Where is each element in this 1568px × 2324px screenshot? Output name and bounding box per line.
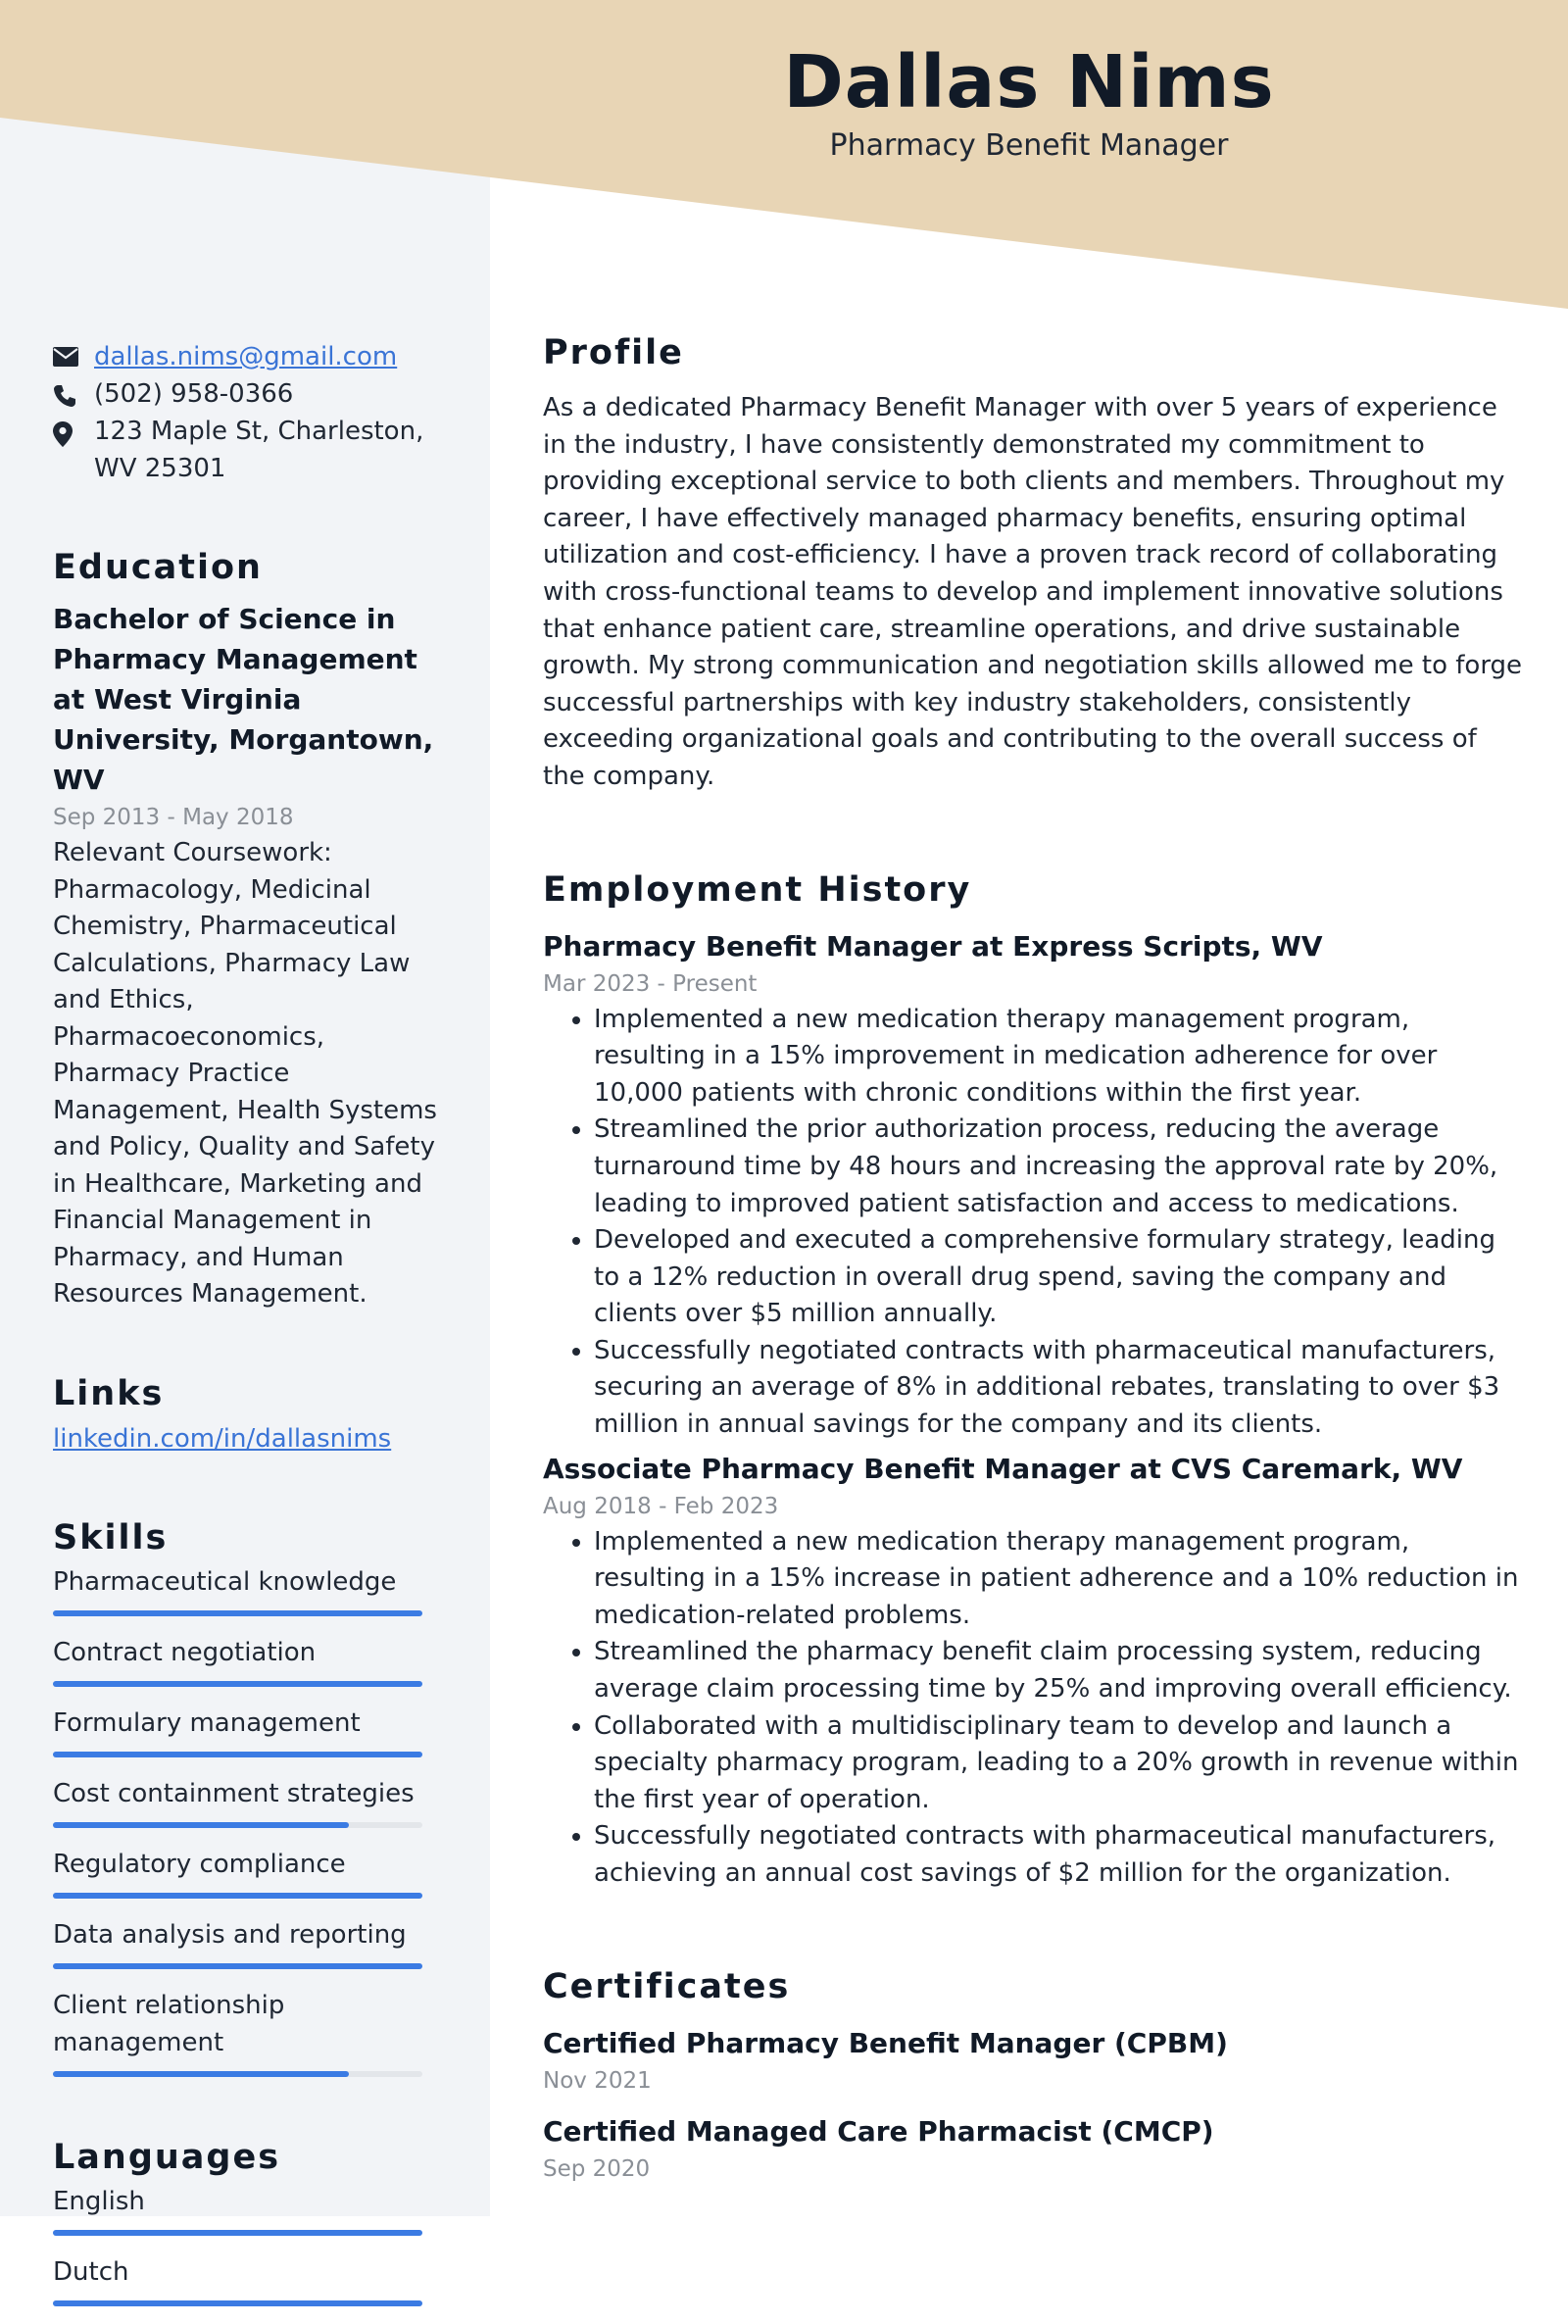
- skill-bar-track: [53, 1752, 422, 1757]
- contact-section: [53, 338, 445, 487]
- skill-item: [53, 1775, 445, 1828]
- candidate-title: Pharmacy Benefit Manager: [829, 127, 1229, 163]
- profile-section: [543, 323, 1523, 796]
- job-entry: [543, 927, 1523, 1444]
- language-bar-fill: [53, 2300, 422, 2306]
- education-dates: Sep 2013 - May 2018: [53, 805, 294, 830]
- header: [490, 39, 1568, 163]
- skill-name: Data analysis and reporting: [53, 1920, 407, 1950]
- job-bullet: • Collaborated with a multidisciplinary team to develop and launch a specialty pharmacy program, leading to a 20% growth in revenue within the first year of operation.: [594, 1708, 1523, 1819]
- skill-bar-track: [53, 1893, 422, 1899]
- job-bullet: • Implemented a new medication therapy management program, resulting in a 15% increase in patient adherence and a 10% reduction in medication-related problems.: [594, 1524, 1523, 1635]
- language-bar-track: [53, 2230, 422, 2236]
- map-pin-icon: [53, 413, 94, 447]
- email-link[interactable]: dallas.nims@gmail.com: [94, 342, 398, 371]
- job-bullet: • Streamlined the pharmacy benefit claim processing system, reducing average claim processing time by 25% and improving overall efficiency.: [594, 1634, 1523, 1707]
- sidebar: [53, 338, 445, 2324]
- skill-bar-track: [53, 1963, 422, 1969]
- certificate-name: Certified Managed Care Pharmacist (CMCP): [543, 2114, 1214, 2148]
- job-entry: [543, 1450, 1523, 1893]
- skill-item: [53, 1846, 445, 1899]
- profile-text: As a dedicated Pharmacy Benefit Manager with over 5 years of experience in the industry, I have consistently demonstrated my commitment to providing exceptional service to both clients and members. Throughout my career, I have effectively managed pharmacy benefits, ensuring optimal utilization and cost-efficiency. I have a proven track record of collaborating with cross-functional teams to develop and implement innovative solutions that enhance patient care, streamline operations, and drive sustainable growth. My strong communication and negotiation skills allowed me to forge successful partnerships with key industry stakeholders, consistently exceeding organizational goals and contributing to the overall success of the company.: [543, 393, 1523, 791]
- certificates-section: [543, 1957, 1523, 2187]
- skill-bar-fill: [53, 2071, 349, 2077]
- skill-name: Cost containment strategies: [53, 1779, 415, 1808]
- job-dates: Mar 2023 - Present: [543, 970, 758, 997]
- job-dates: Aug 2018 - Feb 2023: [543, 1493, 779, 1519]
- skill-item: [53, 1634, 445, 1687]
- language-item: [53, 2183, 445, 2236]
- job-bullet: • Streamlined the prior authorization process, reducing the average turnaround time by 48 hours and increasing the approval rate by 20%, leading to improved patient satisfaction and access to medications.: [594, 1112, 1523, 1222]
- language-name: English: [53, 2187, 145, 2216]
- main-content: [543, 323, 1523, 2187]
- skill-name: Contract negotiation: [53, 1638, 317, 1667]
- skill-name: Regulatory compliance: [53, 1850, 346, 1879]
- skill-bar-fill: [53, 1822, 349, 1828]
- languages-heading: Languages: [53, 2138, 281, 2177]
- contact-address-row: [53, 413, 445, 487]
- linkedin-link[interactable]: linkedin.com/in/dallasnims: [53, 1423, 392, 1454]
- language-bar-fill: [53, 2230, 422, 2236]
- contact-email-row: [53, 338, 445, 375]
- job-title: Associate Pharmacy Benefit Manager at CVS Caremark, WV: [543, 1452, 1463, 1485]
- profile-heading: Profile: [543, 333, 684, 372]
- skill-item: [53, 1916, 445, 1969]
- employment-section: [543, 861, 1523, 1893]
- language-item: [53, 2253, 445, 2306]
- education-coursework: Relevant Coursework: Pharmacology, Medicinal Chemistry, Pharmaceutical Calculations, Pharmacy Law and Ethics, Pharmacoeconomics, Pharmacy Practice Management, Health Systems and Policy, Quality and Safety in Healthcare, Marketing and Financial Management in Pharmacy, and Human Resources Management.: [53, 838, 437, 1309]
- education-degree: Bachelor of Science in Pharmacy Management at West Virginia University, Morgantown, WV: [53, 603, 434, 796]
- language-name: Dutch: [53, 2257, 129, 2287]
- job-bullet: • Successfully negotiated contracts with pharmaceutical manufacturers, achieving an annual cost savings of $2 million for the organization.: [594, 1818, 1523, 1892]
- skill-item: [53, 1987, 445, 2077]
- education-heading: Education: [53, 548, 263, 587]
- envelope-icon: [53, 338, 94, 367]
- skill-bar-track: [53, 1681, 422, 1687]
- certificate-date: Sep 2020: [543, 2155, 651, 2182]
- links-section: [53, 1374, 445, 1459]
- phone-icon: [53, 375, 94, 408]
- skill-bar-track: [53, 1822, 422, 1828]
- skill-bar-track: [53, 2071, 422, 2077]
- job-title: Pharmacy Benefit Manager at Express Scripts, WV: [543, 929, 1323, 963]
- skills-heading: Skills: [53, 1518, 169, 1558]
- certificate-name: Certified Pharmacy Benefit Manager (CPBM): [543, 2026, 1228, 2059]
- contact-phone-row: [53, 375, 445, 413]
- skill-item: [53, 1563, 445, 1616]
- job-bullets: [543, 1002, 1523, 1444]
- job-bullets: [543, 1524, 1523, 1893]
- language-bar-track: [53, 2300, 422, 2306]
- skills-section: [53, 1518, 445, 2077]
- skill-bar-fill: [53, 1893, 422, 1899]
- skill-bar-track: [53, 1610, 422, 1616]
- job-bullet: • Developed and executed a comprehensive formulary strategy, leading to a 12% reduction in overall drug spend, saving the company and clients over $5 million annually.: [594, 1222, 1523, 1333]
- education-section: [53, 548, 445, 1313]
- skill-name: Formulary management: [53, 1708, 361, 1738]
- job-bullet: • Implemented a new medication therapy management program, resulting in a 15% improvement in medication adherence for over 10,000 patients with chronic conditions within the first year.: [594, 1002, 1523, 1113]
- address: 123 Maple St, Charleston, WV 25301: [94, 417, 424, 483]
- skill-name: Pharmaceutical knowledge: [53, 1567, 397, 1597]
- job-bullet: • Successfully negotiated contracts with pharmaceutical manufacturers, securing an average of 8% in additional rebates, translating to over $3 million in annual savings for the company and its clients.: [594, 1333, 1523, 1444]
- skill-bar-fill: [53, 1963, 422, 1969]
- certificate-date: Nov 2021: [543, 2067, 652, 2094]
- certificates-heading: Certificates: [543, 1966, 791, 2006]
- phone-number: (502) 958-0366: [94, 379, 294, 409]
- languages-section: [53, 2138, 445, 2306]
- skill-bar-fill: [53, 1610, 422, 1616]
- skill-bar-fill: [53, 1681, 422, 1687]
- employment-heading: Employment History: [543, 869, 972, 910]
- skill-item: [53, 1705, 445, 1757]
- candidate-name: Dallas Nims: [783, 40, 1275, 124]
- links-heading: Links: [53, 1373, 165, 1413]
- skill-name: Client relationship management: [53, 1991, 285, 2057]
- skill-bar-fill: [53, 1752, 422, 1757]
